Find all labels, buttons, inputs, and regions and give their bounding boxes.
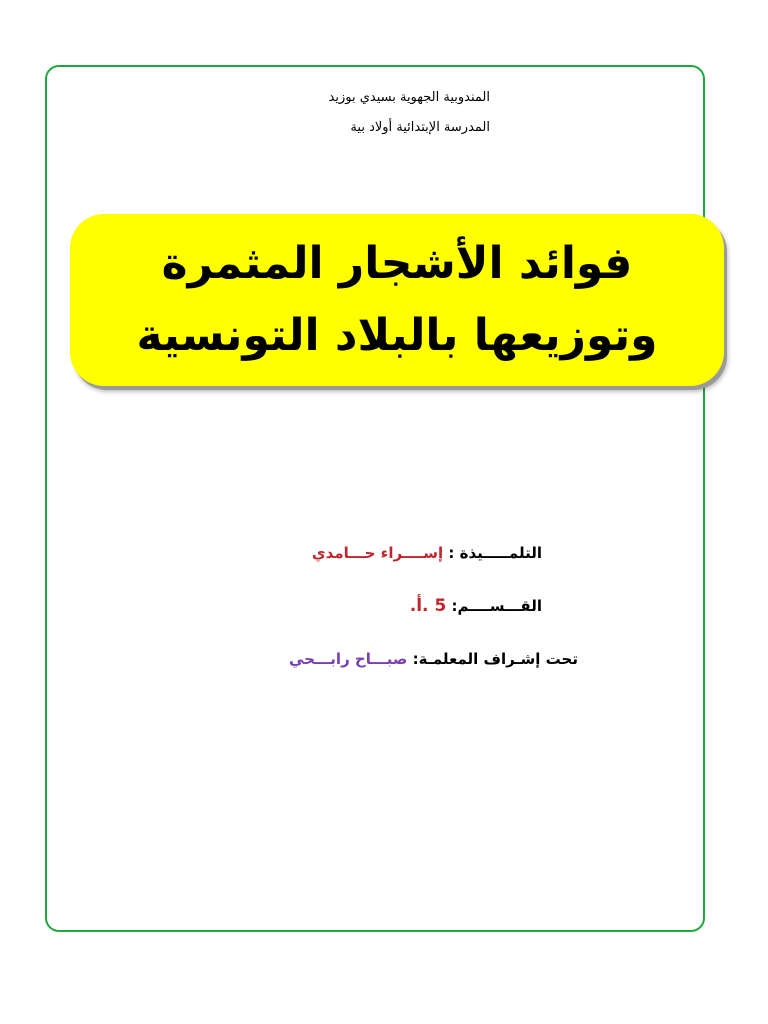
student-label: التلمـــــيذة : [443, 544, 542, 562]
student-row [150, 544, 542, 562]
title-box [70, 214, 724, 386]
title-line-1: فوائد الأشجار المثمرة [161, 238, 633, 289]
student-name: إســــراء حـــامدي [311, 544, 444, 562]
page-border [45, 65, 705, 932]
teacher-row [130, 650, 578, 668]
class-label: القـــســــم: [446, 597, 542, 615]
teacher-name: صبـــاح رابـــحي [288, 650, 408, 668]
class-value: 5 .أ. [409, 596, 447, 616]
header-line-1: المندوبية الجهوية بسيدي بوزيد [328, 90, 490, 105]
title-line-2: وتوزيعها بالبلاد التونسية [136, 310, 658, 361]
header-line-2: المدرسة الإبتدائية أولاد بية [350, 120, 490, 135]
class-row [150, 596, 542, 616]
teacher-label: تحت إشـراف المعلمـة: [407, 650, 578, 668]
